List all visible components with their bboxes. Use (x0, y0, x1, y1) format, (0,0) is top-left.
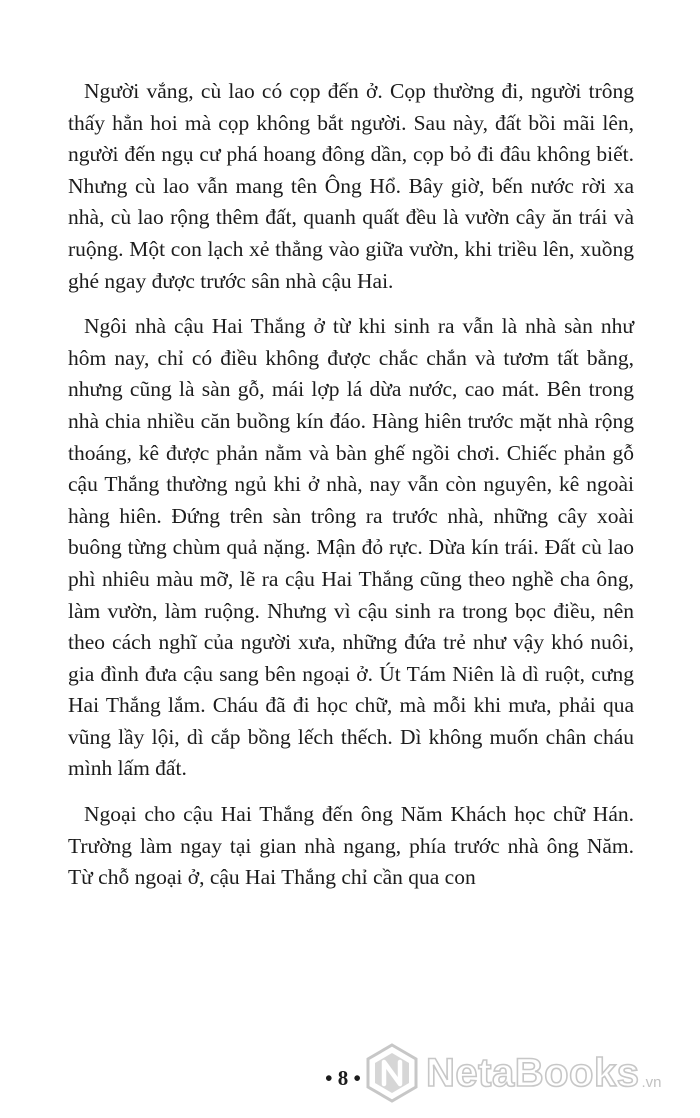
watermark-suffix: .vn (641, 1073, 662, 1091)
paragraph-1: Người vắng, cù lao có cọp đến ở. Cọp thường đi, người trông thấy hẳn hoi mà cọp không bắt người. Sau này, đất bồi mãi lên, người đến ngụ cư phá hoang đông dần, cọp bỏ đi đâu không biết. Nhưng cù lao vẫn mang tên Ông Hổ. Bây giờ, bến nước rời xa nhà, cù lao rộng thêm đất, quanh quất đều là vườn cây ăn trái và ruộng. Một con lạch xẻ thẳng vào giữa vườn, khi triều lên, xuồng ghé ngay được trước sân nhà cậu Hai. (68, 79, 634, 293)
watermark-brand: NetaBooks (426, 1050, 640, 1095)
netabooks-logo-icon (364, 1042, 420, 1104)
body-text (68, 76, 634, 908)
watermark (364, 1038, 661, 1108)
page-number: • 8 • (325, 1066, 361, 1090)
paragraph-2: Ngôi nhà cậu Hai Thắng ở từ khi sinh ra vẫn là nhà sàn như hôm nay, chỉ có điều không được chắc chắn và tươm tất bằng, nhưng cũng là sàn gỗ, mái lợp lá dừa nước, cao mát. Bên trong nhà chia nhiều căn buồng kín đáo. Hàng hiên trước mặt nhà rộng thoáng, kê được phản nằm và bàn ghế ngồi chơi. Chiếc phản gỗ cậu Thắng thường ngủ khi ở nhà, nay vẫn còn nguyên, kê ngoài hàng hiên. Đứng trên sàn trông ra trước nhà, những cây xoài buông từng chùm quả nặng. Mận đỏ rực. Dừa kín trái. Đất cù lao phì nhiêu màu mỡ, lẽ ra cậu Hai Thắng cũng theo nghề cha ông, làm vườn, làm ruộng. Nhưng vì cậu sinh ra trong bọc điều, nên theo cách nghĩ của người xưa, những đứa trẻ như vậy khó nuôi, gia đình đưa cậu sang bên ngoại ở. Út Tám Niên là dì ruột, cưng Hai Thắng lắm. Cháu đã đi học chữ, mà mỗi khi mưa, phải qua vũng lầy lội, dì cắp bồng lếch thếch. Dì không muốn chân cháu mình lấm đất. (68, 314, 634, 781)
paragraph-3: Ngoại cho cậu Hai Thắng đến ông Năm Khách học chữ Hán. Trường làm ngay tại gian nhà ngang, phía trước nhà ông Năm. Từ chỗ ngoại ở, cậu Hai Thắng chỉ cần qua con (68, 802, 634, 890)
